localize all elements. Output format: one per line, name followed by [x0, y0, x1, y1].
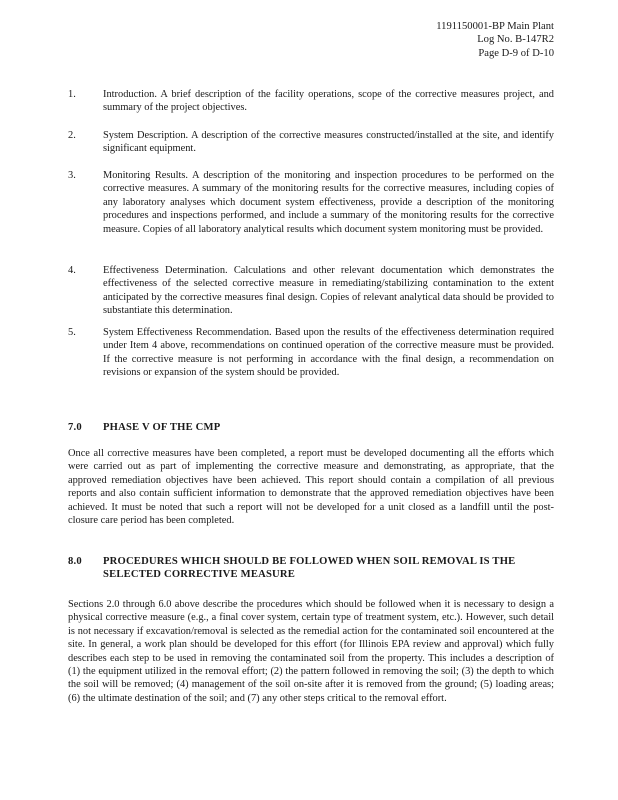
- list-item: [68, 326, 554, 380]
- list-item-number: 1.: [68, 89, 76, 100]
- page-number: Page D-9 of D-10: [478, 47, 554, 59]
- section-title: PROCEDURES WHICH SHOULD BE FOLLOWED WHEN SOIL REMOVAL IS THE SELECTED CORRECTIVE MEASURE: [103, 556, 516, 581]
- list-item: [68, 129, 554, 156]
- page-header: [436, 20, 554, 60]
- section-heading: [68, 421, 553, 434]
- list-item-text: System Description. A description of the corrective measures constructed/installed at the site, and identify significant equipment.: [103, 130, 554, 155]
- log-number: Log No. B-147R2: [477, 34, 554, 46]
- list-item-text: Introduction. A brief description of the facility operations, scope of the corrective measures project, and summary of the project objectives.: [103, 89, 554, 114]
- list-item-text: System Effectiveness Recommendation. Based upon the results of the effectiveness determination required under Item 4 above, recommendations on continued operation of the corrective measure must be provided. If the corrective measure is not performing in accordance with the final design, a recommendation on revisions or expansion of the system should be provided.: [103, 327, 554, 379]
- list-item-number: 2.: [68, 130, 76, 141]
- list-item-text: Effectiveness Determination. Calculations and other relevant documentation which demonstrates the effectiveness of the selected corrective measure in remediating/stabilizing contamination to the extent anticipated by the corrective measures final design. Copies of relevant analytical data should be provided to substantiate this determination.: [103, 265, 554, 317]
- list-item-text: Monitoring Results. A description of the monitoring and inspection procedures to be performed on the corrective measures. A summary of the monitoring results for the corrective measures, including copies of any laboratory analyses which document system effectiveness, provide a description of the monitoring procedures and inspections performed, and include a summary of the monitoring results for the corrective measure. Copies of all laboratory analytical results which document system monitoring must be provided.: [103, 170, 554, 235]
- section-title: PHASE V OF THE CMP: [103, 422, 221, 433]
- list-item: [68, 88, 554, 115]
- list-item-number: 4.: [68, 265, 76, 276]
- list-item: [68, 169, 554, 236]
- section-paragraph: Sections 2.0 through 6.0 above describe the procedures which should be followed when it is necessary to design a physical corrective measure (e.g., a final cover system, certain type of treatment system, etc.). However, such detail is not necessary if excavation/removal is selected as the remedial action for the contaminated soil encountered at the site. In general, a work plan should be developed for this effort (for Illinois EPA review and approval) which fully describes each step to be used in removing the contaminated soil from the property. This includes a description of (1) the equipment utilized in the removal effort; (2) the pattern followed in removing the soil; (3) the depth to which the soil will be removed; (4) management of the soil on-site after it is removed from the ground; (5) loading areas; (6) the ultimate destination of the soil; and (7) any other steps critical to the removal effort.: [68, 599, 554, 704]
- list-item-number: 5.: [68, 327, 76, 338]
- section-paragraph: Once all corrective measures have been completed, a report must be developed documenting all the efforts which were carried out as part of implementing the corrective measure and demonstrating, as appropriate, that the approved remediation objectives have been achieved. This report should contain a compilation of all previous reports and also contain sufficient information to demonstrate that the approved remediation objectives have been achieved. It must be noted that such a report will not be developed for a unit closed as a landfill until the post-closure care period has been completed.: [68, 448, 554, 527]
- list-item: [68, 264, 554, 318]
- facility-id: 1191150001-BP Main Plant: [436, 21, 554, 32]
- section-number: 8.0: [68, 556, 82, 567]
- section-heading: [68, 555, 553, 582]
- list-item-number: 3.: [68, 170, 76, 181]
- section-number: 7.0: [68, 422, 82, 433]
